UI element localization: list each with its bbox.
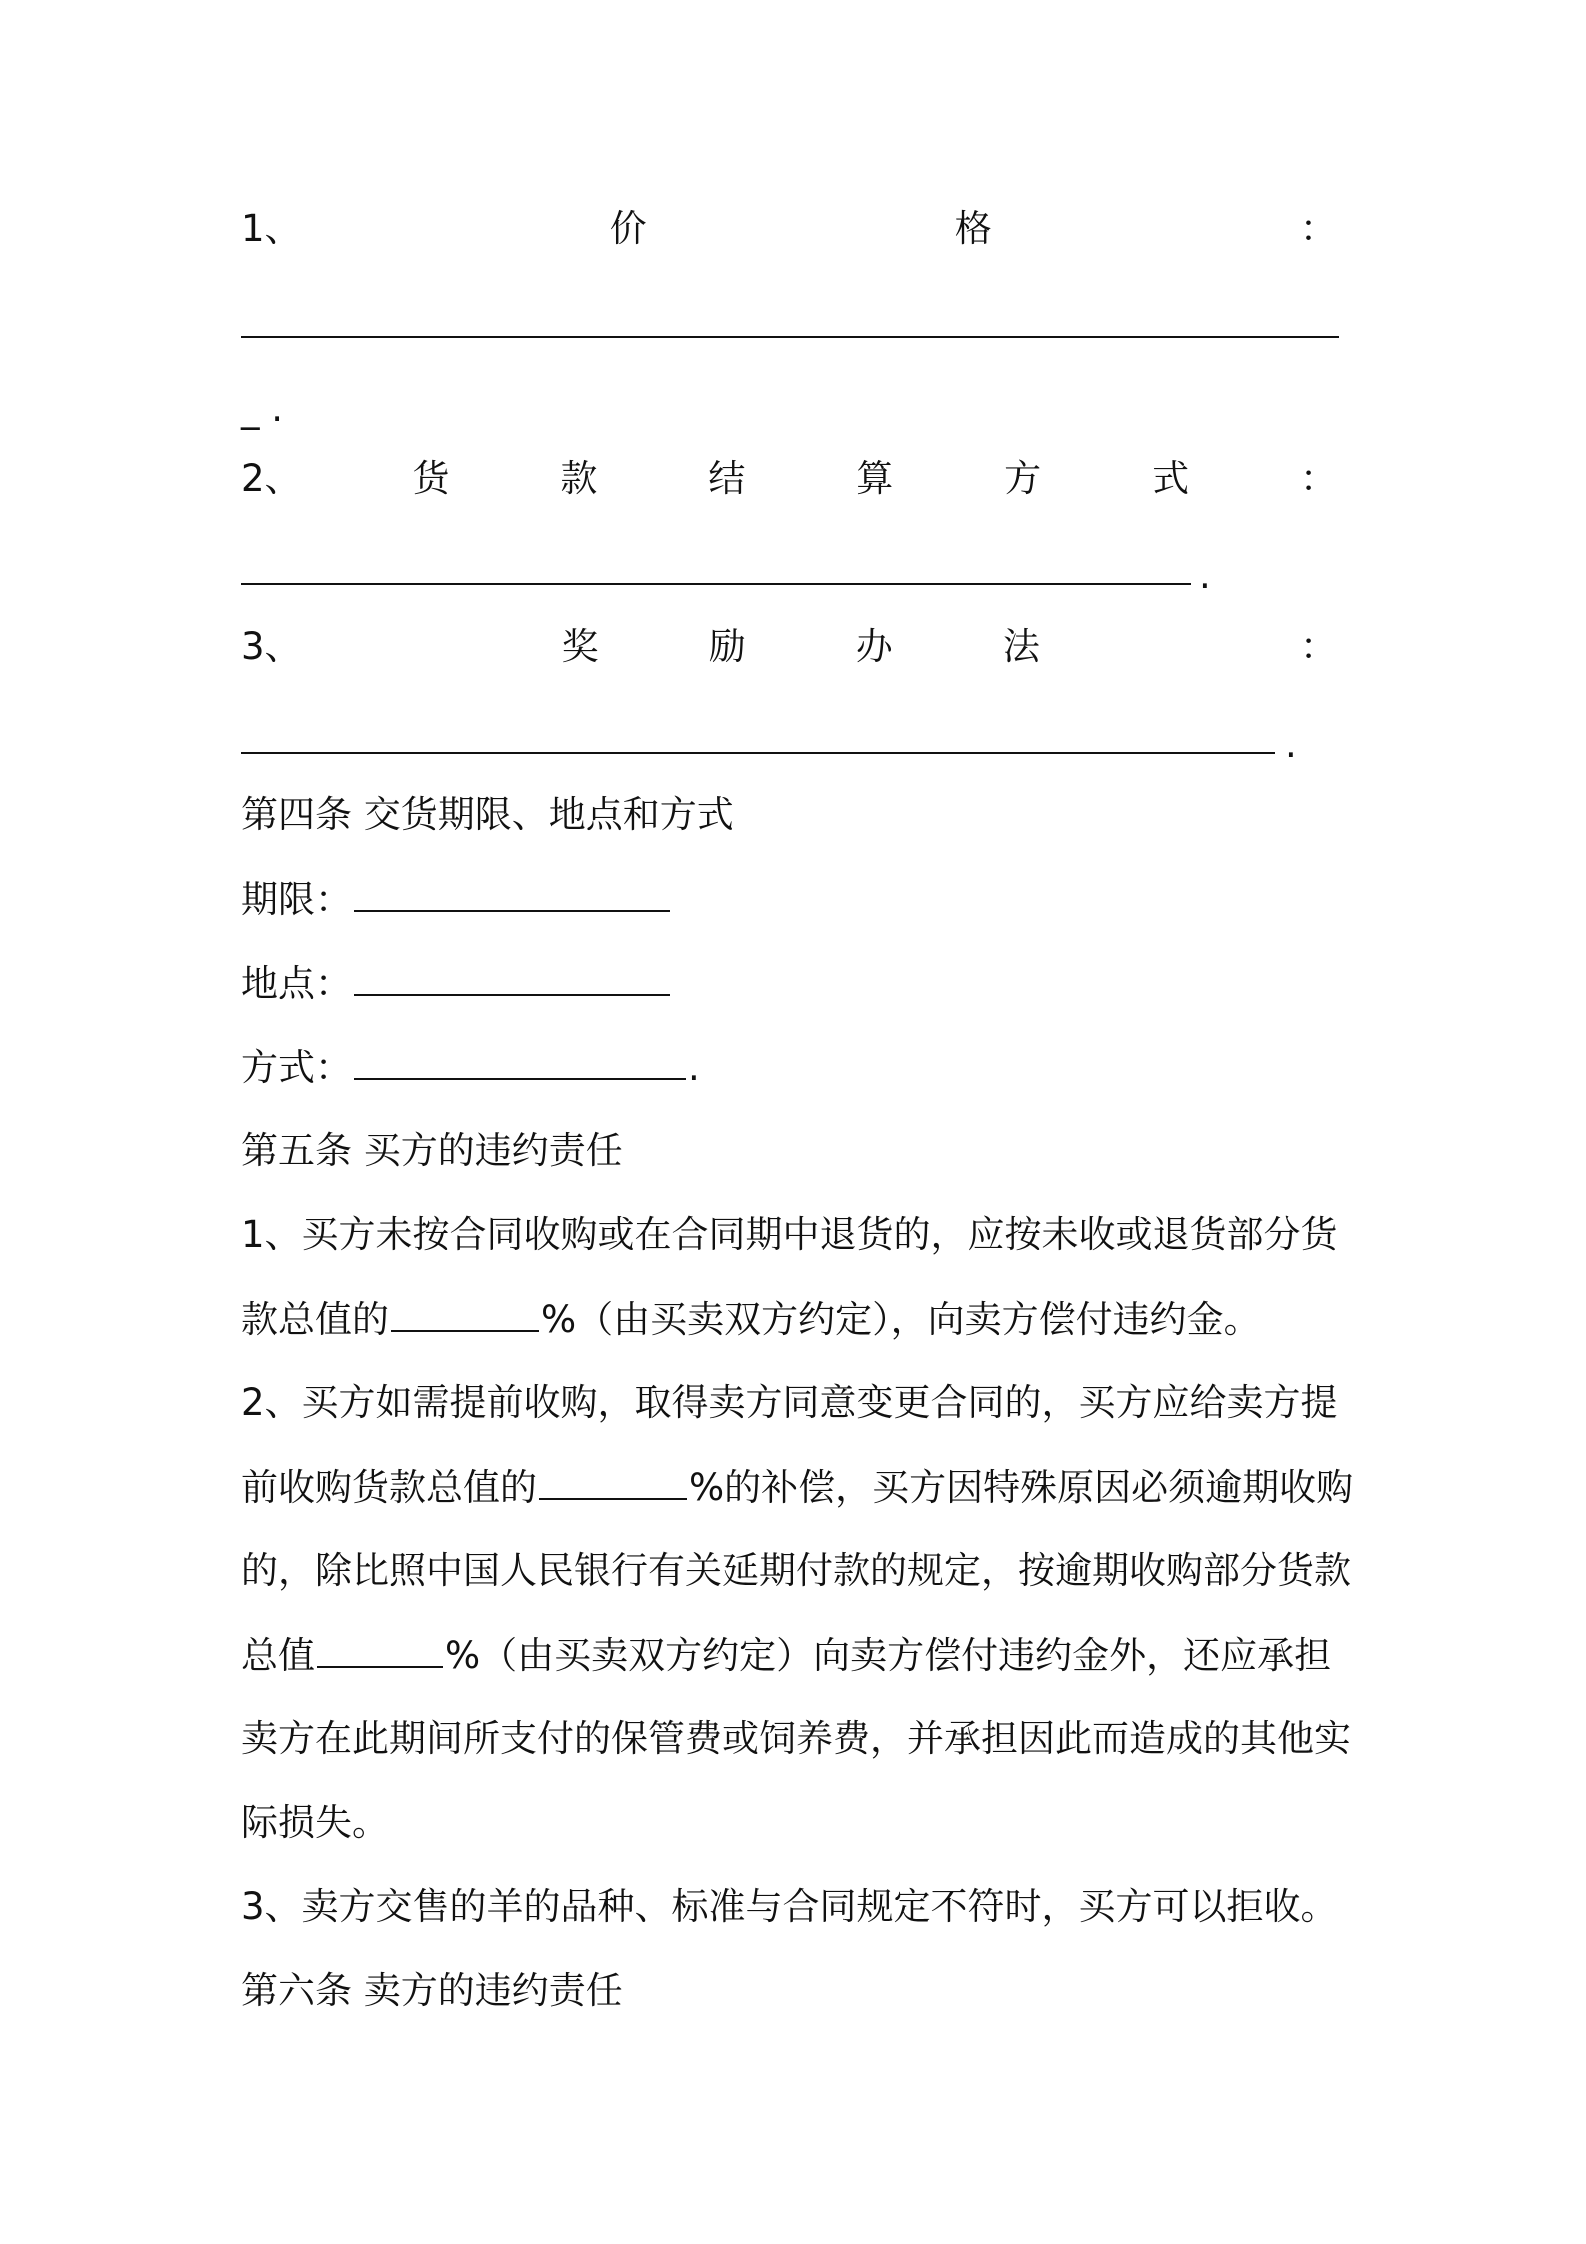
- payment-number: 2、: [241, 457, 302, 500]
- reward-char-2: 励: [708, 625, 746, 668]
- article5-p2-line2: [241, 1464, 1353, 1511]
- payment-char-4: 算: [856, 457, 894, 500]
- payment-blank-line[interactable]: [241, 583, 1191, 585]
- article5-p1-line2: [241, 1296, 1261, 1343]
- payment-colon: ：: [1300, 457, 1337, 500]
- reward-colon: ：: [1299, 625, 1337, 668]
- article5-p1-line1: 1、买方未按合同收购或在合同期中退货的，应按未收或退货部分货: [241, 1213, 1338, 1256]
- reward-end: .: [1285, 723, 1297, 766]
- price-blank-line[interactable]: [241, 336, 1339, 338]
- payment-char-2: 款: [560, 457, 598, 500]
- method-blank[interactable]: [354, 1044, 686, 1080]
- article5-p2-line3: 的，除比照中国人民银行有关延期付款的规定，按逾期收购部分货款: [241, 1549, 1351, 1592]
- reward-number: 3、: [241, 625, 302, 668]
- method-row: [241, 1044, 700, 1091]
- place-row: [241, 960, 672, 1007]
- p1-text-b: %（由买卖双方约定），向卖方偿付违约金。: [541, 1298, 1261, 1341]
- price-colon: ：: [1299, 207, 1337, 250]
- payment-end: .: [1199, 554, 1211, 597]
- price-line: [241, 206, 1337, 252]
- deadline-label: 期限：: [241, 878, 352, 921]
- method-end: .: [688, 1046, 700, 1089]
- place-label: 地点：: [241, 962, 352, 1005]
- p2-text-a: 前收购货款总值的: [241, 1466, 537, 1509]
- p2-penalty-blank[interactable]: [317, 1632, 443, 1668]
- reward-char-1: 奖: [561, 625, 599, 668]
- article5-p2-line4: [241, 1632, 1331, 1679]
- reward-line: [241, 624, 1337, 670]
- p2-text-c: 总值: [241, 1634, 315, 1677]
- p1-text-a: 款总值的: [241, 1298, 389, 1341]
- article5-heading: 第五条 买方的违约责任: [241, 1129, 623, 1172]
- reward-char-3: 办: [855, 625, 893, 668]
- payment-char-3: 结: [708, 457, 746, 500]
- article5-p2-line1: 2、买方如需提前收购，取得卖方同意变更合同的，买方应给卖方提: [241, 1381, 1338, 1424]
- article5-p2-line6: 际损失。: [241, 1801, 389, 1844]
- article5-p2-line5: 卖方在此期间所支付的保管费或饲养费，并承担因此而造成的其他实: [241, 1717, 1351, 1760]
- price-char-1: 价: [609, 207, 647, 250]
- article5-p3: 3、卖方交售的羊的品种、标准与合同规定不符时，买方可以拒收。: [241, 1885, 1338, 1928]
- payment-char-1: 货: [412, 457, 450, 500]
- price-char-2: 格: [954, 207, 992, 250]
- p1-percent-blank[interactable]: [391, 1296, 539, 1332]
- deadline-blank[interactable]: [354, 876, 670, 912]
- article6-heading: 第六条 卖方的违约责任: [241, 1969, 623, 2012]
- price-end: _ .: [241, 387, 284, 430]
- deadline-row: [241, 876, 672, 923]
- method-label: 方式：: [241, 1046, 352, 1089]
- p2-text-b: %的补偿，买方因特殊原因必须逾期收购: [689, 1466, 1354, 1509]
- place-blank[interactable]: [354, 960, 670, 996]
- price-number: 1、: [241, 207, 302, 250]
- p2-percent-blank[interactable]: [539, 1464, 687, 1500]
- article4-heading: 第四条 交货期限、地点和方式: [241, 793, 734, 836]
- reward-char-4: 法: [1002, 625, 1040, 668]
- payment-char-5: 方: [1004, 457, 1042, 500]
- reward-blank-line[interactable]: [241, 752, 1275, 754]
- p2-text-d: %（由买卖双方约定）向卖方偿付违约金外，还应承担: [445, 1634, 1332, 1677]
- payment-char-6: 式: [1152, 457, 1190, 500]
- payment-line: [241, 456, 1337, 502]
